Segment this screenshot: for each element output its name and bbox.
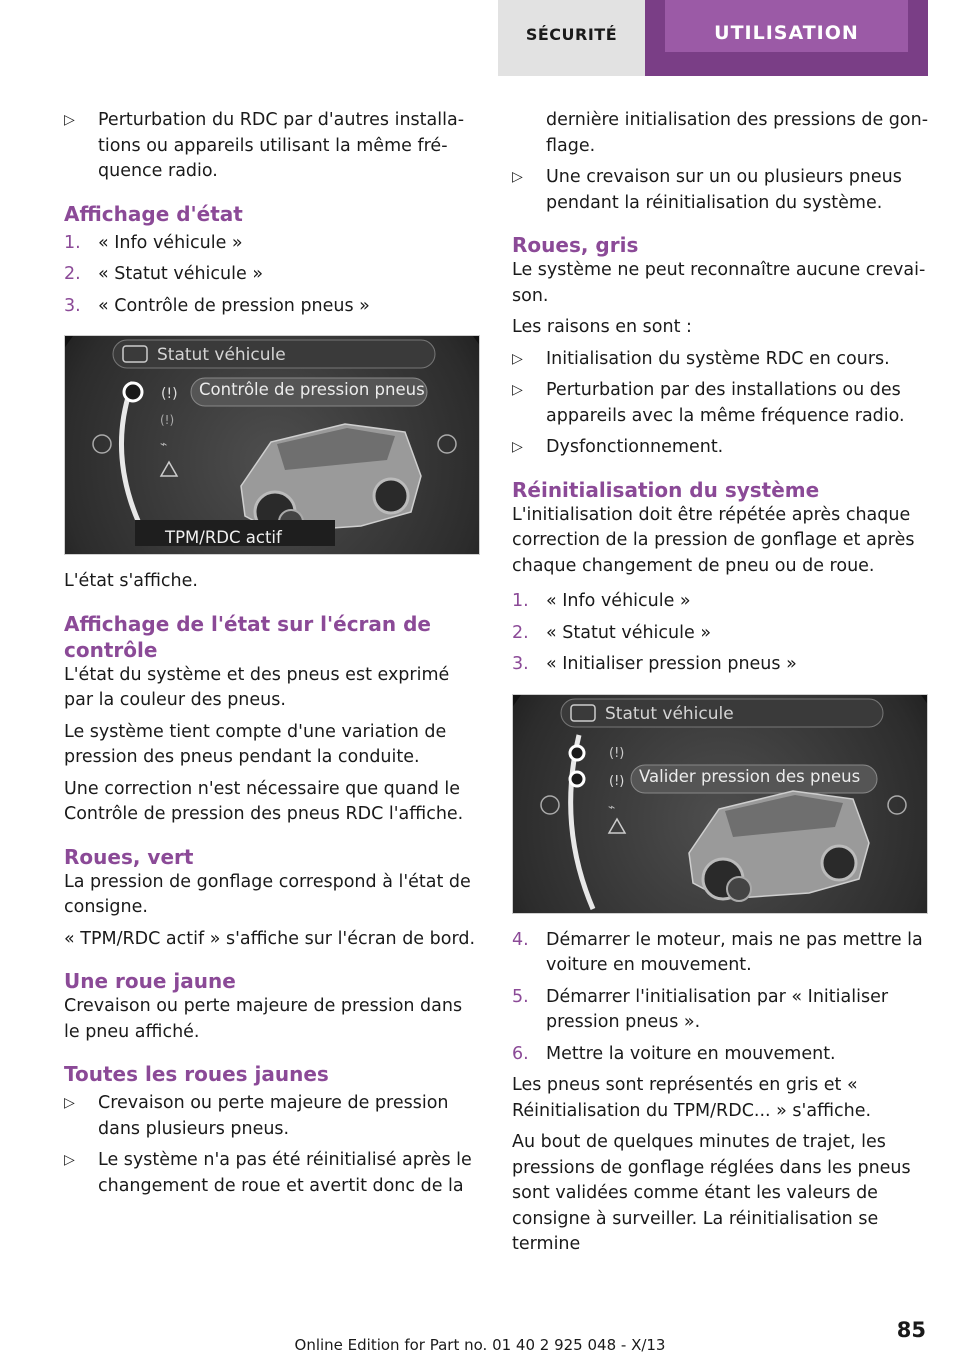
paragraph: Une correction n'est nécessaire que quand le Contrôle de pression des pneus RDC l'affiche.	[64, 778, 464, 824]
svg-text:⌁: ⌁	[160, 437, 168, 451]
page-number: 85	[896, 1318, 926, 1342]
list-item: 1. « Info véhicule »	[64, 232, 243, 253]
paragraph: Le système tient compte d'une variation de pression des pneus pendant la conduite.	[64, 721, 447, 767]
paragraph-continued: dernière initialisation des pressions de gonflage.	[546, 110, 929, 156]
steps-list-3	[512, 928, 930, 1068]
paragraph: « TPM/RDC actif » s'affiche sur l'écran de bord.	[64, 928, 476, 949]
steps-list-1	[64, 231, 482, 320]
heading-affichage-etat: Affichage d'état	[64, 201, 243, 226]
right-column	[512, 108, 930, 1264]
list-item: 1. « Info véhicule »	[512, 591, 691, 611]
paragraph: Les pneus sont représentés en gris et « Réinitialisation du TPM/RDC... » s'affiche.	[512, 1075, 872, 1121]
list-item: 6. Mettre la voiture en mouvement.	[512, 1043, 836, 1064]
paragraph: Crevaison ou perte majeure de pression dans le pneu affiché.	[64, 996, 463, 1042]
heading-toutes-roues-jaunes: Toutes les roues jaunes	[64, 1062, 329, 1086]
screen-menu-item: Valider pression des pneus	[639, 766, 861, 786]
tab-utilisation-label: UTILISATION	[714, 22, 859, 44]
list-item: ▷ Dysfonctionnement.	[512, 435, 930, 461]
list-item: 3. « Contrôle de pression pneus »	[64, 295, 370, 316]
svg-text:⌁: ⌁	[608, 799, 616, 814]
paragraph: L'initialisation doit être répétée après chaque correction de la pression de gonflage et après chaque changement de pneu ou de roue.	[512, 504, 915, 576]
list-item: ▷ Crevaison ou perte majeure de pression dans plusieurs pneus.	[64, 1093, 449, 1139]
triangle-bullet-icon: ▷	[64, 1152, 75, 1168]
screen-graphic	[513, 695, 928, 914]
list-item: ▷ Une crevaison sur un ou plusieurs pneus pendant la réinitialisation du système.	[512, 167, 902, 213]
list-item: 5. Démarrer l'initialisation par « Initialiser pression pneus ».	[512, 986, 889, 1032]
list-item: 2. « Statut véhicule »	[512, 622, 712, 643]
list-item: ▷ Le système n'a pas été réinitialisé après le changement de roue et avertit donc de la	[64, 1150, 472, 1196]
paragraph: Le système ne peut reconnaître aucune crevaison.	[512, 260, 926, 306]
screen-graphic	[65, 336, 480, 555]
screen-header-label: Statut véhicule	[605, 703, 734, 724]
triangle-bullet-icon: ▷	[512, 439, 523, 455]
list-item: ▷ Perturbation du RDC par d'autres installations ou appareils utilisant la même fréquence radio.	[64, 110, 465, 181]
edition-text: Online Edition for Part no. 01 40 2 925 048 - X/13	[294, 1336, 666, 1354]
page-footer	[0, 1318, 960, 1362]
triangle-bullet-icon: ▷	[512, 350, 523, 367]
heading-roues-gris: Roues, gris	[512, 233, 639, 257]
screen-menu-item: Contrôle de pression pneus	[199, 380, 425, 399]
heading-reinitialisation: Réinitialisation du système	[512, 477, 820, 502]
heading-ecran-controle: Affichage de l'état sur l'écran de contrôle	[64, 611, 431, 662]
heading-une-roue-jaune: Une roue jaune	[64, 969, 236, 993]
list-item: 4. Démarrer le moteur, mais ne pas mettre la voiture en mouvement.	[512, 929, 923, 975]
paragraph: Au bout de quelques minutes de trajet, les pressions de gonflage réglées dans les pneus sont validées comme étant les valeurs de consigne à surveiller. La réinitialisation se termine	[512, 1132, 911, 1254]
list-item: ▷ Initialisation du système RDC en cours.	[512, 347, 930, 373]
screen-header-label: Statut véhicule	[157, 345, 286, 365]
jaunes-bullet-list	[64, 1091, 482, 1199]
crevaison-bullet-list	[512, 165, 930, 216]
gris-bullet-list	[512, 347, 930, 461]
list-item: ▷ Perturbation par des installations ou des appareils avec la même fréquence radio.	[512, 380, 905, 426]
paragraph: L'état du système et des pneus est exprimé par la couleur des pneus.	[64, 664, 450, 710]
triangle-bullet-icon: ▷	[512, 382, 523, 398]
paragraph: L'état s'affiche.	[64, 571, 198, 591]
screen-status-label: TPM/RDC actif	[165, 528, 282, 547]
triangle-bullet-icon: ▷	[64, 1095, 75, 1111]
steps-list-2	[512, 589, 930, 678]
list-item: 2. « Statut véhicule »	[64, 264, 264, 284]
triangle-bullet-icon: ▷	[64, 112, 75, 128]
svg-text:(!): (!)	[160, 413, 175, 427]
svg-text:(!): (!)	[609, 745, 625, 761]
screen-valider-pression	[512, 694, 928, 914]
left-column	[64, 108, 482, 1205]
triangle-bullet-icon: ▷	[512, 169, 523, 185]
svg-text:(!): (!)	[161, 386, 178, 402]
intro-bullet-list	[64, 108, 482, 185]
tab-utilisation[interactable]	[645, 0, 928, 76]
header-tabs	[498, 0, 928, 76]
heading-roues-vert: Roues, vert	[64, 844, 194, 869]
paragraph: Les raisons en sont :	[512, 317, 692, 337]
paragraph: La pression de gonflage correspond à l'état de consigne.	[64, 871, 471, 917]
screen-statut-vehicule	[64, 335, 480, 555]
svg-text:(!): (!)	[609, 773, 625, 789]
tab-securite[interactable]	[498, 0, 645, 76]
list-item: 3. « Initialiser pression pneus »	[512, 654, 797, 674]
tab-securite-label: SÉCURITÉ	[525, 25, 618, 44]
